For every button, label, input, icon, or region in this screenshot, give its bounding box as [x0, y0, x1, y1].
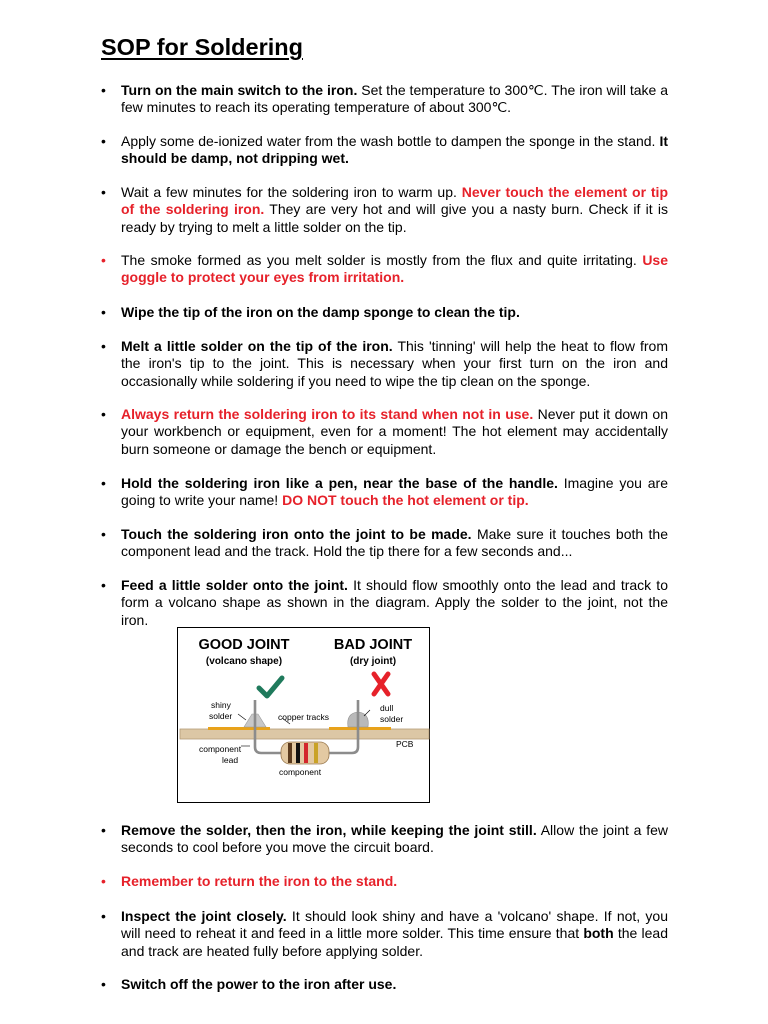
good-joint-title: GOOD JOINT	[198, 637, 290, 653]
body-text: They are very hot and will give you a nasty burn. Check if it is ready by trying to melt a little solder on the tip.	[121, 201, 668, 235]
body-text: Apply some de-ionized water from the wash bottle to dampen the sponge in the stand.	[121, 133, 660, 149]
list-item	[121, 577, 668, 629]
label-solder-left: solder	[209, 711, 233, 721]
body-text: Allow the joint a few seconds to cool before you move the circuit board.	[121, 822, 668, 856]
resistor-band	[314, 743, 318, 763]
warning-text: Use goggle to protect your eyes from irritation.	[121, 252, 668, 286]
warning-text: Remember to return the iron to the stand.	[121, 873, 398, 889]
label-copper-tracks: copper tracks	[278, 712, 330, 722]
bold-text: Inspect the joint closely.	[121, 908, 287, 924]
bold-text: Wipe the tip of the iron on the damp sponge to clean the tip.	[121, 304, 520, 320]
body-text: Imagine you are going to write your name!	[121, 475, 668, 509]
pcb-board	[180, 729, 429, 739]
good-joint-subtitle: (volcano shape)	[205, 656, 283, 667]
warning-text: Never touch the element or tip of the soldering iron.	[121, 184, 668, 218]
bad-joint-title: BAD JOINT	[333, 637, 413, 653]
bold-text: Turn on the main switch to the iron.	[121, 82, 358, 98]
bold-text: Hold the soldering iron like a pen, near the base of the handle.	[121, 475, 558, 491]
page-title: SOP for Soldering	[101, 34, 303, 60]
body-text: The smoke formed as you melt solder is mostly from the flux and quite irritating.	[121, 252, 643, 268]
resistor-band	[304, 743, 308, 763]
list-item	[121, 304, 668, 321]
pointer-line	[364, 710, 370, 716]
list-item	[121, 976, 668, 993]
bold-text: both	[583, 925, 614, 942]
resistor-band	[296, 743, 300, 763]
body-text: It should flow smoothly onto the lead and track to form a volcano shape as shown in the diagram. Apply the solder to the joint, not the iron.	[121, 577, 668, 628]
body-text: This 'tinning' will help the heat to flow from the iron's tip to the joint. This is necessary when your first turn on the iron and occasionally while soldering if you need to wipe the tip clean on the sponge.	[121, 338, 668, 389]
label-component-lead-2: lead	[222, 755, 239, 765]
bold-text: Feed a little solder onto the joint.	[121, 577, 348, 593]
list-item	[121, 908, 668, 960]
list-item	[121, 822, 668, 857]
body-text: It should look shiny and have a 'volcano' shape. If not, you will need to reheat it and feed in a little more solder. This time ensure that	[121, 908, 669, 942]
copper-track-left	[208, 727, 270, 730]
label-component: component	[279, 767, 322, 777]
bold-text: Touch the soldering iron onto the joint to be made.	[121, 526, 472, 542]
bold-text: Remove the solder, then the iron, while keeping the joint still.	[121, 822, 537, 838]
label-pcb: PCB	[396, 739, 414, 749]
warning-text: Always return the soldering iron to its stand when not in use.	[121, 406, 534, 422]
body-text: Wait a few minutes for the soldering iron to warm up.	[121, 184, 462, 200]
body-text: the lead and track are heated fully before applying solder.	[121, 925, 668, 959]
label-component-lead-1: component	[199, 744, 242, 754]
list-item	[121, 406, 668, 458]
label-dull: dull	[380, 703, 394, 713]
label-solder-right: solder	[380, 714, 404, 724]
copper-track-right	[329, 727, 391, 730]
bold-text: Melt a little solder on the tip of the iron.	[121, 338, 393, 354]
body-text: Set the temperature to 300℃. The iron will take a few minutes to reach its operating temperature of about 300℃.	[121, 82, 669, 116]
body-text: Never put it down on your workbench or equipment, even for a moment! The hot element may accidentally burn someone or damage the bench or equipment.	[121, 406, 668, 457]
list-item	[121, 338, 668, 390]
diagram-illustration	[178, 628, 431, 804]
resistor-band	[288, 743, 292, 763]
pointer-line	[238, 714, 246, 720]
bold-text: It should be damp, not dripping wet.	[121, 133, 668, 167]
bad-joint-subtitle: (dry joint)	[349, 656, 397, 667]
cross-icon	[374, 674, 388, 694]
list-item	[121, 526, 668, 561]
body-text: Make sure it touches both the component lead and the track. Hold the tip there for a few seconds and...	[121, 526, 668, 560]
list-item	[121, 252, 668, 287]
solder-joint-diagram	[177, 627, 430, 803]
check-icon	[259, 678, 282, 696]
list-item	[121, 133, 668, 168]
list-item	[121, 184, 668, 236]
bold-text: Switch off the power to the iron after use.	[121, 976, 397, 992]
list-item	[121, 82, 668, 117]
label-shiny: shiny	[211, 700, 231, 710]
warning-text: DO NOT touch the hot element or tip.	[282, 492, 529, 509]
list-item	[121, 475, 668, 510]
list-item	[121, 873, 668, 890]
